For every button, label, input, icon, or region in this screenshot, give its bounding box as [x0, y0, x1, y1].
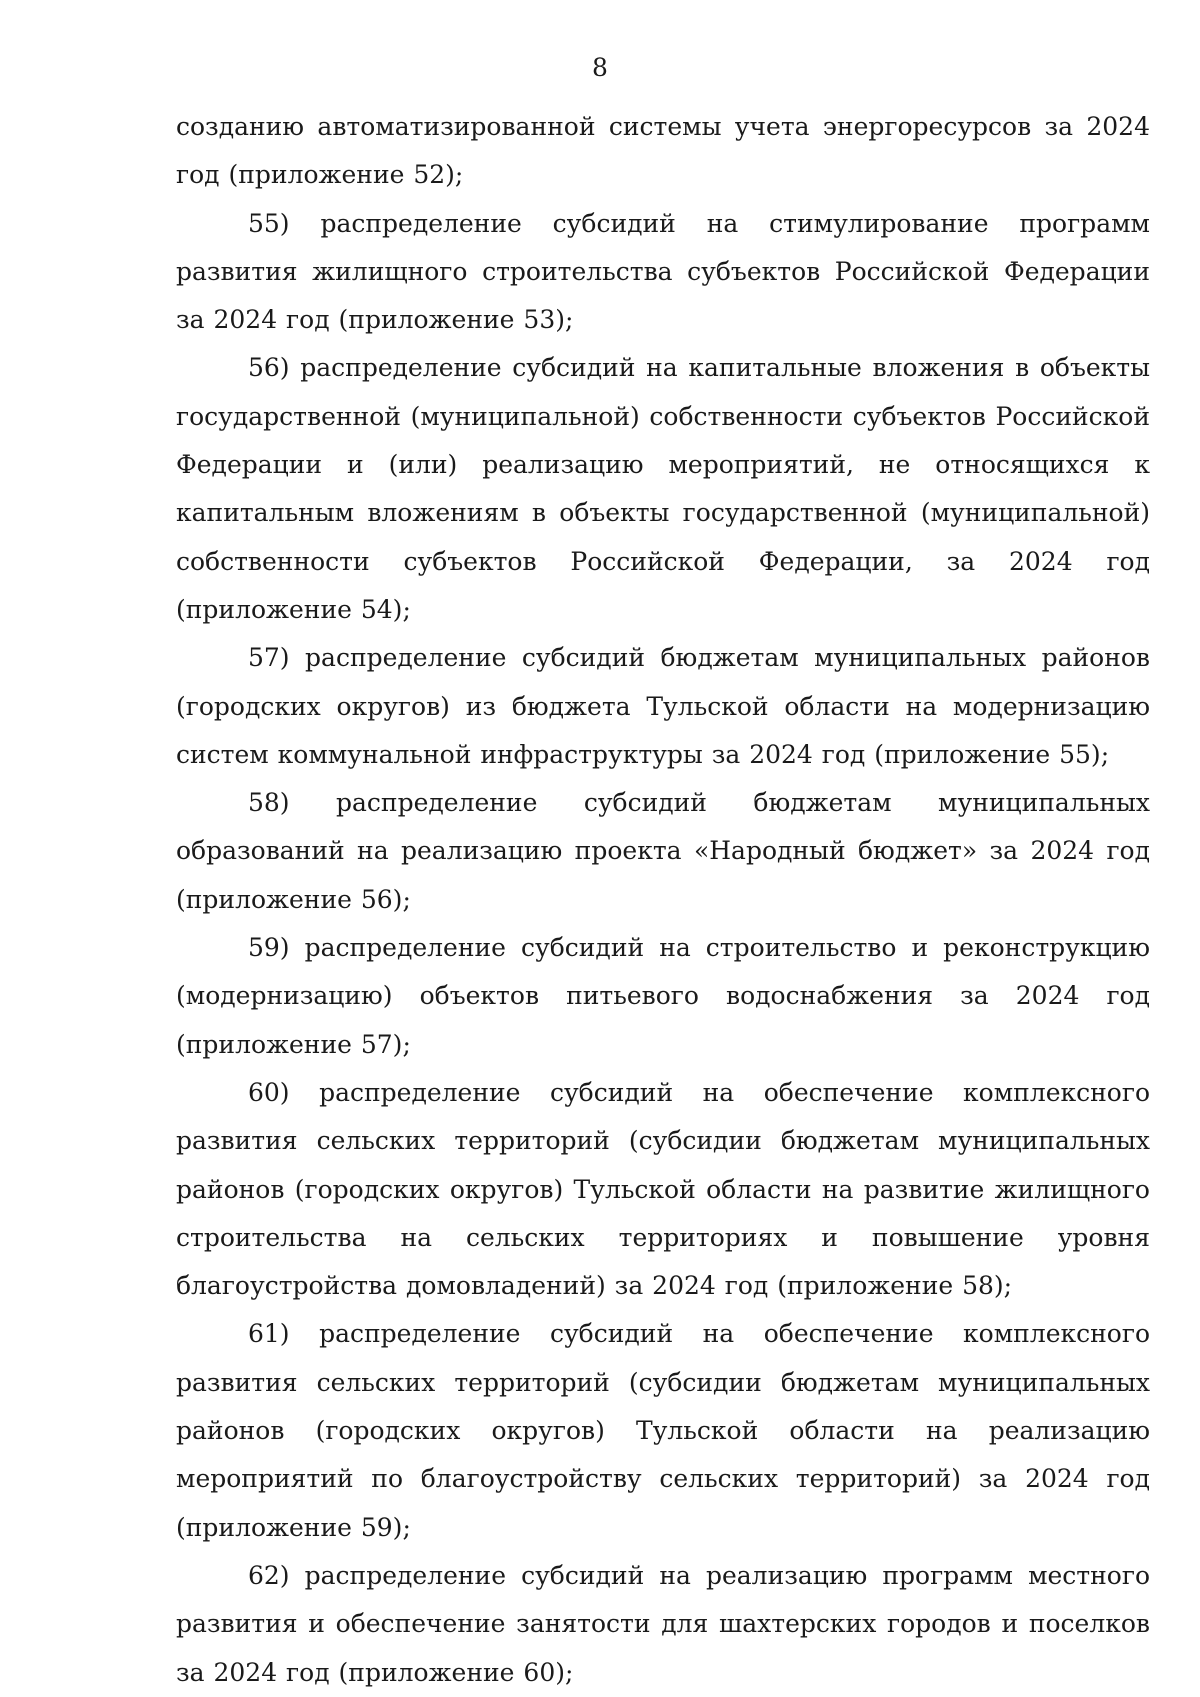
- list-item-57: 57) распределение субсидий бюджетам муниципальных районов (городских округов) из бюджета Тульской области на модернизацию систем коммунальной инфраструктуры за 2024 год (приложение 55);: [176, 643, 1150, 769]
- list-item-59: 59) распределение субсидий на строительство и реконструкцию (модернизацию) объектов питьевого водоснабжения за 2024 год (приложение 57);: [176, 933, 1150, 1059]
- list-item-60: 60) распределение субсидий на обеспечение комплексного развития сельских территорий (субсидии бюджетам муниципальных районов (городских округов) Тульской области на развитие жилищного строительства на сельских территориях и повышение уровня благоустройства домовладений) за 2024 год (приложение 58);: [176, 1077, 1150, 1301]
- list-item-55: 55) распределение субсидий на стимулирование программ развития жилищного строительства субъектов Российской Федерации за 2024 год (приложение 53);: [176, 208, 1150, 335]
- paragraph-continuation: созданию автоматизированной системы учета энергоресурсов за 2024 год (приложение 52);: [176, 112, 1150, 190]
- list-item-62: 62) распределение субсидий на реализацию программ местного развития и обеспечение занятости для шахтерских городов и поселков за 2024 год (приложение 60);: [176, 1560, 1150, 1687]
- page-number: 8: [592, 53, 608, 82]
- list-item-61: 61) распределение субсидий на обеспечение комплексного развития сельских территорий (субсидии бюджетам муниципальных районов (городских округов) Тульской области на реализацию мероприятий по благоустройству сельских территорий) за 2024 год (приложение 59);: [176, 1319, 1150, 1542]
- list-item-58: 58) распределение субсидий бюджетам муниципальных образований на реализацию проекта «Народный бюджет» за 2024 год (приложение 56);: [176, 788, 1150, 914]
- list-item-56: 56) распределение субсидий на капитальные вложения в объекты государственной (муниципальной) собственности субъектов Российской Федерации и (или) реализацию мероприятий, не относящихся к капитальным вложениям в объекты государственной (муниципальной) собственности субъектов Российской Федерации, за 2024 год (приложение 54);: [176, 353, 1150, 624]
- document-body: [176, 103, 1150, 1697]
